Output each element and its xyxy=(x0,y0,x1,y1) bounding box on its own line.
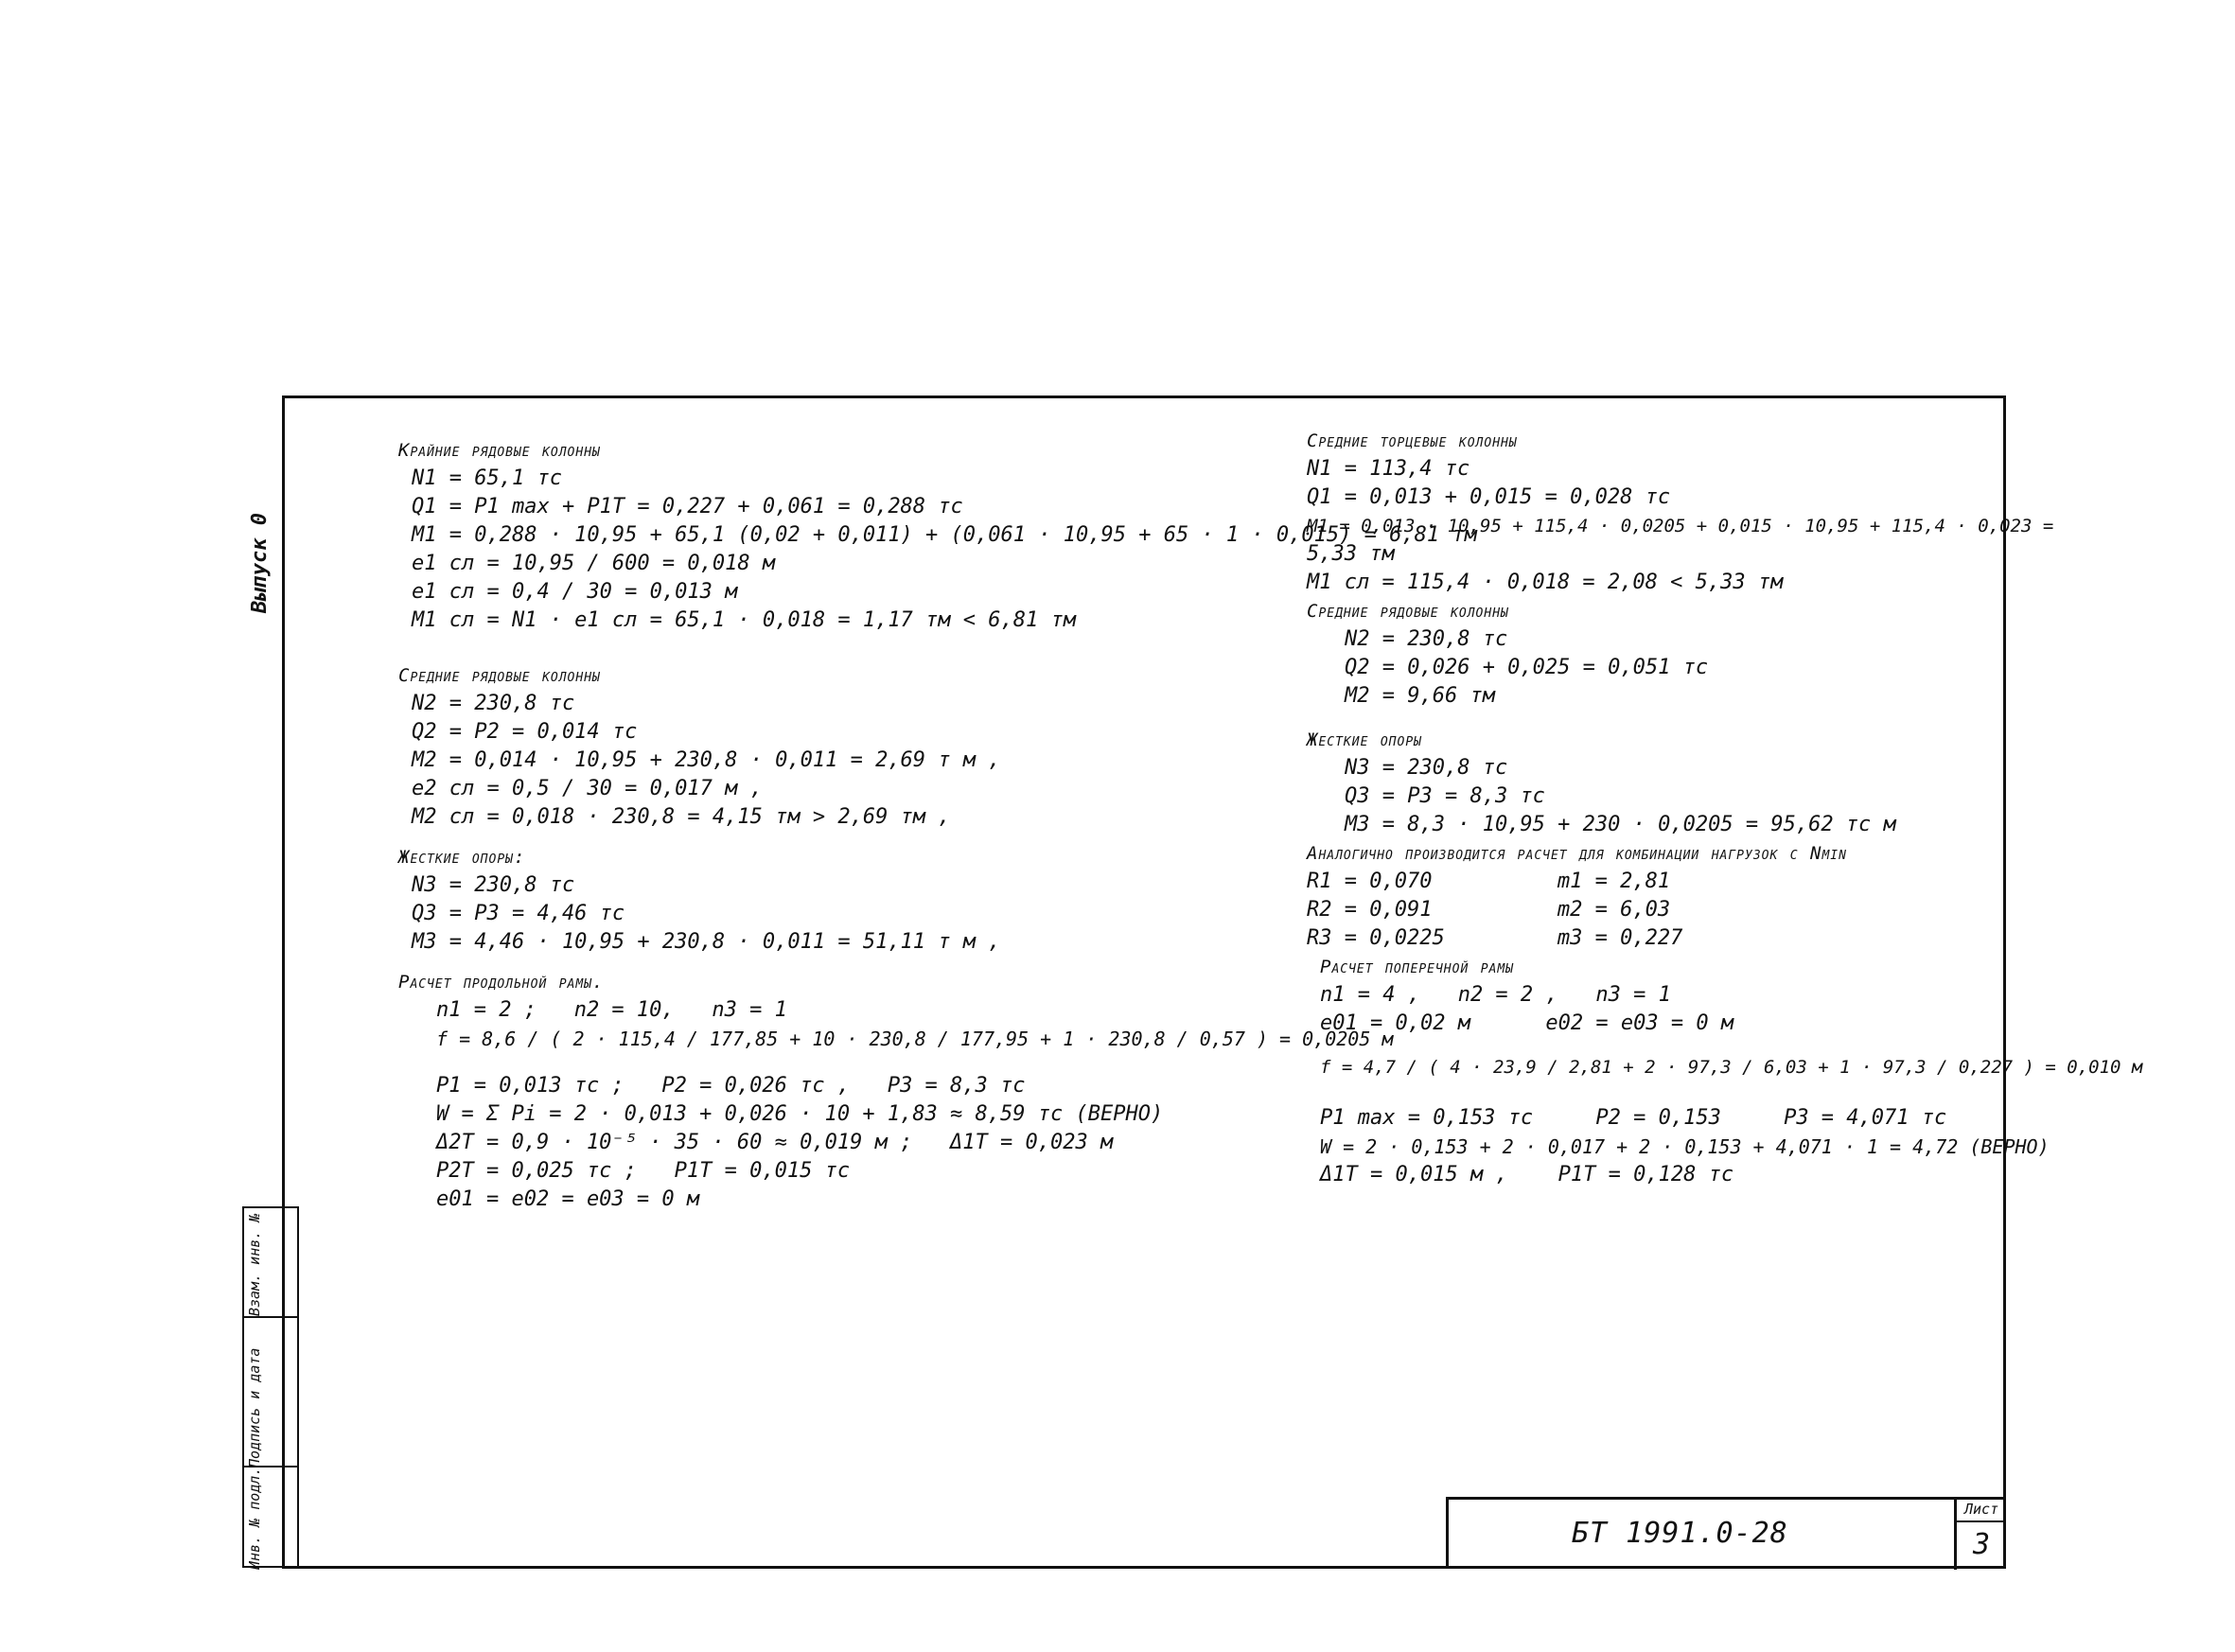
section-title: Средние рядовые колонны xyxy=(398,665,601,686)
section-title: Расчет поперечной рамы xyxy=(1320,957,1515,977)
formula-line: R2 = 0,091 m2 = 6,03 xyxy=(1307,898,1671,922)
formula-line: R1 = 0,070 m1 = 2,81 xyxy=(1307,870,1671,893)
side-stamp-cell xyxy=(244,1208,297,1316)
side-stamp-cell xyxy=(244,1316,297,1467)
side-stamp-label: Взам. инв. № xyxy=(246,1213,263,1316)
formula-line: W = Σ Pi = 2 · 0,013 + 0,026 · 10 + 1,83 ≈ 8,59 тс (ВЕРНО) xyxy=(436,1102,1164,1126)
formula-line: P1 = 0,013 тс ; P2 = 0,026 тс , P3 = 8,3 тс xyxy=(436,1074,1026,1098)
formula-fraction: f = 4,7 / ( 4 · 23,9 / 2,81 + 2 · 97,3 / 6,03 + 1 · 97,3 / 0,227 ) = 0,010 м xyxy=(1320,1057,2143,1078)
side-stamp-label: Подпись и дата xyxy=(246,1347,263,1467)
formula-line: e2 сл = 0,5 / 30 = 0,017 м , xyxy=(412,777,763,800)
title-block xyxy=(1446,1497,2004,1569)
formula-line: M2 = 9,66 тм xyxy=(1345,684,1495,708)
section-title: Расчет продольной рамы. xyxy=(398,972,605,993)
formula-line: n1 = 4 , n2 = 2 , n3 = 1 xyxy=(1320,983,1671,1007)
sheet-label: Лист xyxy=(1957,1498,2006,1522)
formula-line: M3 = 4,46 · 10,95 + 230,8 · 0,011 = 51,11 т м , xyxy=(412,930,1001,954)
formula-line: N1 = 65,1 тс xyxy=(412,466,562,490)
formula-line: M2 = 0,014 · 10,95 + 230,8 · 0,011 = 2,69 т м , xyxy=(412,748,1001,772)
formula-line: N2 = 230,8 тс xyxy=(412,692,575,715)
formula-fraction: f = 8,6 / ( 2 · 115,4 / 177,85 + 10 · 230,8 / 177,95 + 1 · 230,8 / 0,57 ) = 0,0205 м xyxy=(436,1028,1394,1050)
formula-line: M1 сл = 115,4 · 0,018 = 2,08 < 5,33 тм xyxy=(1307,571,1784,594)
formula-line: e1 сл = 0,4 / 30 = 0,013 м xyxy=(412,580,738,604)
sheet-number: 3 xyxy=(1972,1528,1991,1561)
formula-line: P2T = 0,025 тс ; P1T = 0,015 тс xyxy=(436,1159,851,1183)
formula-line: W = 2 · 0,153 + 2 · 0,017 + 2 · 0,153 + 4,071 · 1 = 4,72 (ВЕРНО) xyxy=(1320,1135,2050,1158)
side-stamp-label: Инв. № подл. xyxy=(246,1467,263,1570)
formula-line: M1 = 0,288 · 10,95 + 65,1 (0,02 + 0,011) + (0,061 · 10,95 + 65 · 1 · 0,015) = 6,81 тм xyxy=(412,523,1477,547)
formula-line: N3 = 230,8 тс xyxy=(1345,756,1508,780)
formula-line: e1 сл = 10,95 / 600 = 0,018 м xyxy=(412,552,776,575)
formula-line: Q3 = P3 = 4,46 тс xyxy=(412,902,625,925)
formula-line: M1 сл = N1 · e1 сл = 65,1 · 0,018 = 1,17 тм < 6,81 тм xyxy=(412,608,1076,632)
formula-line: e01 = e02 = e03 = 0 м xyxy=(436,1187,700,1211)
side-stamp-cell xyxy=(244,1466,297,1570)
document-code: БТ 1991.0-28 xyxy=(1572,1517,1788,1550)
issue-label: Выпуск 0 xyxy=(248,513,272,613)
section-title: Аналогично производится расчет для комбинации нагрузок с Nmin xyxy=(1307,843,1847,864)
formula-line: Δ2T = 0,9 · 10⁻⁵ · 35 · 60 ≈ 0,019 м ; Δ1T = 0,023 м xyxy=(436,1131,1114,1154)
sheet-box xyxy=(1954,1498,2006,1570)
formula-line: Q1 = 0,013 + 0,015 = 0,028 тс xyxy=(1307,485,1671,509)
formula-line: M1 = 0,013 · 10,95 + 115,4 · 0,0205 + 0,015 · 10,95 + 115,4 · 0,023 = xyxy=(1307,516,2054,536)
formula-line: R3 = 0,0225 m3 = 0,227 xyxy=(1307,926,1683,950)
drawing-sheet xyxy=(282,395,2143,1569)
formula-line: n1 = 2 ; n2 = 10, n3 = 1 xyxy=(436,998,787,1022)
formula-line: Q2 = P2 = 0,014 тс xyxy=(412,720,638,744)
formula-line: Q3 = P3 = 8,3 тс xyxy=(1345,784,1545,808)
section-title: Средние торцевые колонны xyxy=(1307,431,1518,451)
section-title: Крайние рядовые колонны xyxy=(398,440,601,461)
formula-line: M2 сл = 0,018 · 230,8 = 4,15 тм > 2,69 тм , xyxy=(412,805,951,829)
formula-line: N3 = 230,8 тс xyxy=(412,873,575,897)
section-title: Средние рядовые колонны xyxy=(1307,601,1509,622)
formula-line: N2 = 230,8 тс xyxy=(1345,627,1508,651)
formula-line: P1 max = 0,153 тс P2 = 0,153 P3 = 4,071 тс xyxy=(1320,1106,1947,1130)
section-title: Жесткие опоры xyxy=(1307,729,1422,750)
formula-line: 5,33 тм xyxy=(1307,542,1395,566)
formula-line: Δ1T = 0,015 м , P1T = 0,128 тс xyxy=(1320,1163,1734,1186)
formula-line: Q1 = P1 max + P1T = 0,227 + 0,061 = 0,288 тс xyxy=(412,495,963,518)
formula-line: Q2 = 0,026 + 0,025 = 0,051 тс xyxy=(1345,656,1709,679)
side-stamp xyxy=(242,1206,299,1568)
formula-line: e01 = 0,02 м e02 = e03 = 0 м xyxy=(1320,1011,1734,1035)
section-title: Жесткие опоры: xyxy=(398,847,526,868)
right-column xyxy=(1307,427,2143,1189)
formula-line: M3 = 8,3 · 10,95 + 230 · 0,0205 = 95,62 тс м xyxy=(1345,813,1896,836)
formula-line: N1 = 113,4 тс xyxy=(1307,457,1470,481)
